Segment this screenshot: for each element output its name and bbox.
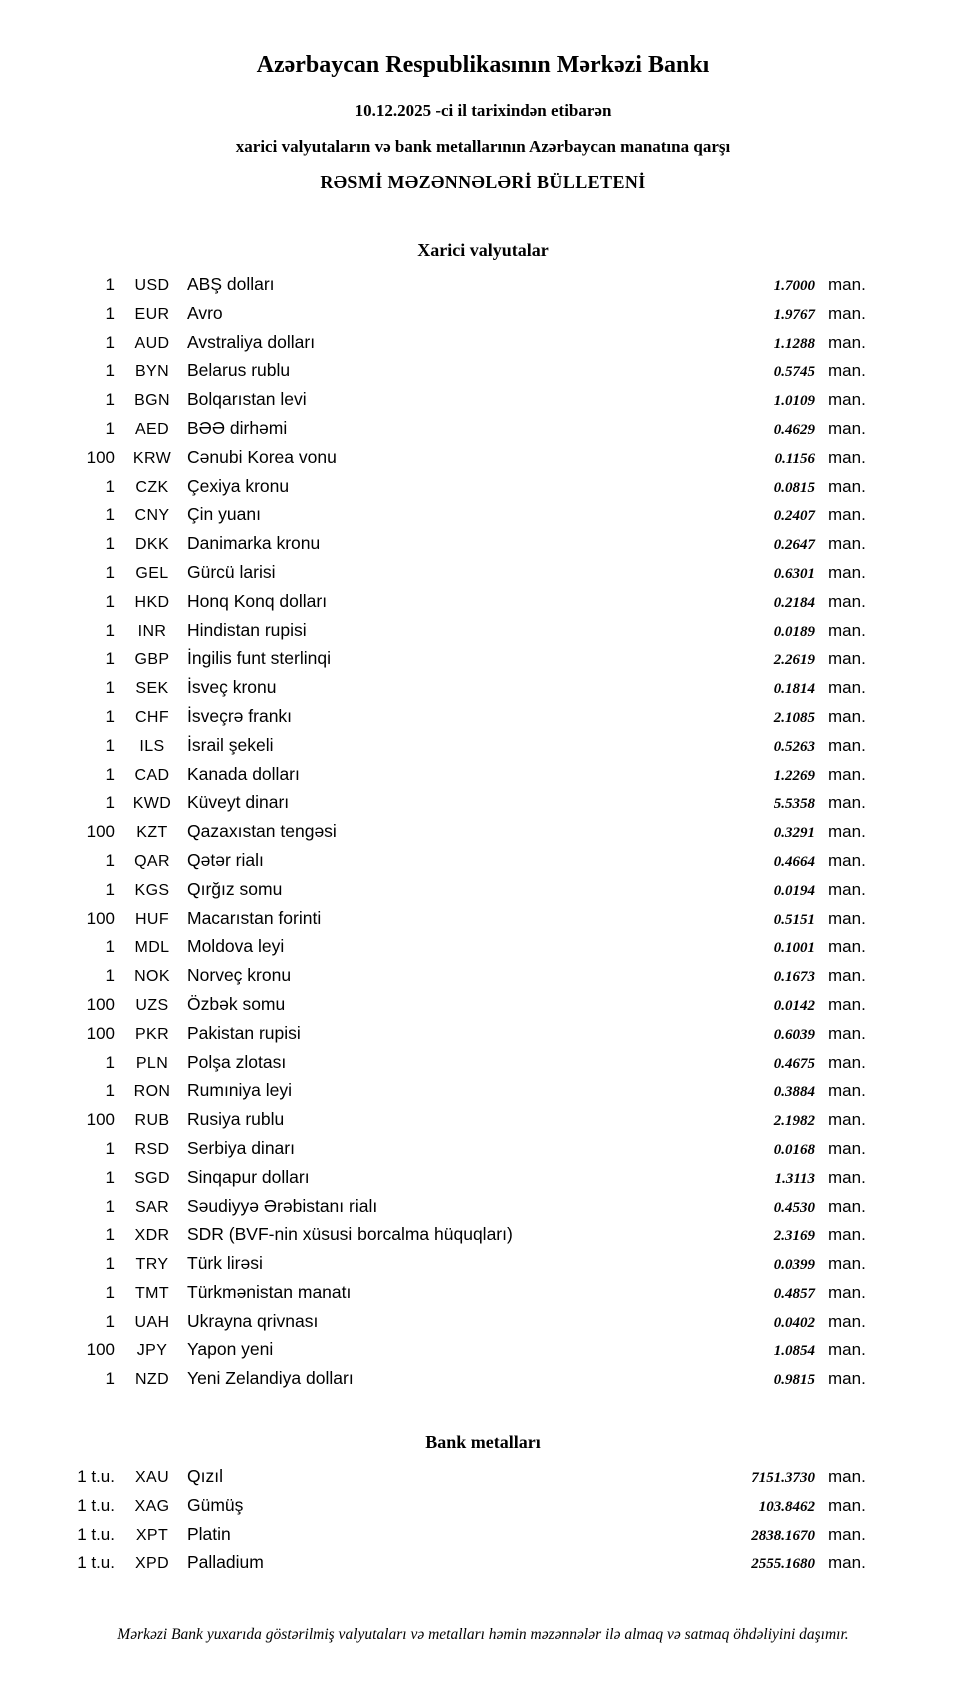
currency-row xyxy=(40,444,876,473)
currency-rate: 1.0854 xyxy=(773,1343,815,1360)
currency-rate: 1.1288 xyxy=(773,335,815,352)
currency-name: Çin yuanı xyxy=(187,504,261,525)
currency-rate: 0.4857 xyxy=(773,1285,815,1302)
currency-rate: 2.2619 xyxy=(773,652,815,669)
currency-name: Cənubi Korea vonu xyxy=(187,446,337,467)
currency-name: Rusiya rublu xyxy=(187,1109,285,1130)
currency-name: Avstraliya dolları xyxy=(187,331,316,352)
currency-quantity: 1 xyxy=(105,332,115,352)
metal-code: XPT xyxy=(135,1526,169,1544)
currency-code: CHF xyxy=(134,708,170,726)
currency-row xyxy=(40,962,876,991)
currency-unit: man. xyxy=(828,591,866,611)
currency-rate: 0.1156 xyxy=(774,450,815,467)
effective-date-line: 10.12.2025 -ci il tarixindən etibarən xyxy=(354,101,612,120)
currency-quantity: 1 xyxy=(105,678,115,698)
currency-row xyxy=(40,703,876,732)
currency-quantity: 1 xyxy=(105,1225,115,1245)
metal-row xyxy=(40,1492,876,1521)
currency-quantity: 1 xyxy=(105,591,115,611)
currency-quantity: 1 xyxy=(105,966,115,986)
currency-unit: man. xyxy=(828,735,866,755)
currency-rate: 0.2407 xyxy=(773,508,815,525)
currency-quantity: 100 xyxy=(86,447,115,467)
metal-name: Gümüş xyxy=(187,1494,244,1515)
currency-row xyxy=(40,1250,876,1279)
currency-quantity: 100 xyxy=(86,1023,115,1043)
bulletin-subtitle: xarici valyutaların və bank metallarının Azərbaycan manatına qarşı xyxy=(235,137,731,156)
currency-code: PKR xyxy=(134,1025,170,1043)
metal-code: XAG xyxy=(134,1497,170,1515)
currency-quantity: 1 xyxy=(105,505,115,525)
currency-unit: man. xyxy=(828,505,866,525)
currency-row xyxy=(40,761,876,790)
currency-row xyxy=(40,1279,876,1308)
currency-name: Qırğız somu xyxy=(187,878,283,899)
currency-name: Gürcü larisi xyxy=(187,561,276,582)
currency-quantity: 100 xyxy=(86,994,115,1014)
currency-name: Səudiyyə Ərəbistanı rialı xyxy=(187,1195,378,1216)
currency-row xyxy=(40,1106,876,1135)
bulletin-title: RƏSMİ MƏZƏNNƏLƏRİ BÜLLETENİ xyxy=(320,172,646,192)
currency-row xyxy=(40,271,876,300)
currency-name: BƏƏ dirhəmi xyxy=(187,417,288,438)
metal-name: Platin xyxy=(187,1523,231,1544)
currency-code: AUD xyxy=(134,334,170,352)
currency-unit: man. xyxy=(828,678,866,698)
currency-rate: 0.4675 xyxy=(773,1055,815,1072)
currency-name: İngilis funt sterlinqi xyxy=(187,648,331,669)
currency-code: BGN xyxy=(134,392,170,410)
currency-unit: man. xyxy=(828,390,866,410)
currency-code: AED xyxy=(134,420,170,438)
currency-unit: man. xyxy=(828,1081,866,1101)
currency-rate: 0.0142 xyxy=(773,997,815,1014)
metals-section-title: Bank metalları xyxy=(425,1432,541,1453)
currency-name: Avro xyxy=(187,302,223,323)
currency-unit: man. xyxy=(828,764,866,784)
currency-quantity: 1 xyxy=(105,390,115,410)
disclaimer-text: Mərkəzi Bank yuxarıda göstərilmiş valyutaları və metalları həmin məzənnələr ilə almaq və satmaq öhdəliyini daşımır. xyxy=(117,1626,849,1644)
currency-name: Küveyt dinarı xyxy=(187,792,290,813)
currency-code: UAH xyxy=(134,1313,170,1331)
currency-quantity: 100 xyxy=(86,1340,115,1360)
currency-code: KZT xyxy=(136,824,168,842)
currency-code: RON xyxy=(133,1083,171,1101)
currency-rate: 0.4664 xyxy=(773,853,815,870)
metal-rate-table xyxy=(0,1463,966,1578)
currency-row xyxy=(40,674,876,703)
currency-row xyxy=(40,905,876,934)
metal-unit: man. xyxy=(828,1524,866,1544)
currency-unit: man. xyxy=(828,1167,866,1187)
currency-code: CZK xyxy=(135,478,169,496)
currency-unit: man. xyxy=(828,476,866,496)
currency-unit: man. xyxy=(828,937,866,957)
currency-rate: 0.5263 xyxy=(773,738,815,755)
currency-unit: man. xyxy=(828,793,866,813)
currency-rate: 0.6039 xyxy=(773,1026,815,1043)
currency-row xyxy=(40,847,876,876)
currency-unit: man. xyxy=(828,1369,866,1389)
currency-code: XDR xyxy=(134,1227,170,1245)
currencies-section-title: Xarici valyutalar xyxy=(417,240,549,260)
currency-row xyxy=(40,1135,876,1164)
currency-name: Yapon yeni xyxy=(187,1339,274,1360)
currency-code: BYN xyxy=(134,363,170,381)
currency-row xyxy=(40,1077,876,1106)
currency-rate: 0.0815 xyxy=(773,479,815,496)
currency-name: Danimarka kronu xyxy=(187,533,321,554)
currency-code: CAD xyxy=(134,766,170,784)
metal-quantity: 1 t.u. xyxy=(77,1495,115,1515)
metal-row xyxy=(40,1463,876,1492)
currency-quantity: 1 xyxy=(105,879,115,899)
currency-name: Macarıstan forinti xyxy=(187,907,322,928)
currency-code: KGS xyxy=(134,881,170,899)
currency-rate: 0.5745 xyxy=(773,364,815,381)
currency-row xyxy=(40,991,876,1020)
currency-row xyxy=(40,645,876,674)
bank-metals-section xyxy=(0,1432,966,1578)
currency-unit: man. xyxy=(828,966,866,986)
currency-name: Belarus rublu xyxy=(187,360,291,381)
currency-rate: 2.1982 xyxy=(773,1113,815,1130)
currency-unit: man. xyxy=(828,994,866,1014)
currency-row xyxy=(40,501,876,530)
metal-code: XPD xyxy=(134,1555,170,1573)
currency-rate: 0.4530 xyxy=(773,1199,815,1216)
currency-row xyxy=(40,933,876,962)
currency-row xyxy=(40,300,876,329)
currency-row xyxy=(40,357,876,386)
currency-code: HKD xyxy=(134,593,170,611)
currency-rate: 1.3113 xyxy=(774,1170,815,1187)
currency-code: INR xyxy=(137,622,167,640)
currency-code: TRY xyxy=(135,1256,169,1274)
currency-quantity: 1 xyxy=(105,1254,115,1274)
currency-code: SGD xyxy=(134,1169,170,1187)
currency-name: Moldova leyi xyxy=(187,936,285,957)
metal-row xyxy=(40,1521,876,1550)
currency-quantity: 1 xyxy=(105,303,115,323)
currency-unit: man. xyxy=(828,1340,866,1360)
currency-unit: man. xyxy=(828,1023,866,1043)
currency-unit: man. xyxy=(828,908,866,928)
currency-quantity: 1 xyxy=(105,534,115,554)
currency-quantity: 1 xyxy=(105,764,115,784)
currency-unit: man. xyxy=(828,562,866,582)
currency-quantity: 1 xyxy=(105,793,115,813)
currency-name: Sinqapur dolları xyxy=(187,1166,310,1187)
currency-unit: man. xyxy=(828,1225,866,1245)
currency-quantity: 1 xyxy=(105,850,115,870)
currency-quantity: 1 xyxy=(105,361,115,381)
currency-rate: 0.3291 xyxy=(773,825,815,842)
currency-name: Kanada dolları xyxy=(187,763,300,784)
currency-code: KWD xyxy=(132,795,172,813)
metal-code: XAU xyxy=(134,1469,170,1487)
currency-quantity: 1 xyxy=(105,1081,115,1101)
currency-code: TMT xyxy=(134,1284,170,1302)
currency-code: QAR xyxy=(134,852,170,870)
currency-row xyxy=(40,329,876,358)
currency-rate: 1.2269 xyxy=(773,767,815,784)
currency-code: EUR xyxy=(134,305,170,323)
currency-code: RUB xyxy=(134,1112,170,1130)
currency-name: Norveç kronu xyxy=(187,965,292,986)
currency-name: Honq Konq dolları xyxy=(187,590,328,611)
currency-rate: 1.0109 xyxy=(773,393,815,410)
currency-rate: 0.0194 xyxy=(773,882,815,899)
currency-row xyxy=(40,1365,876,1394)
currency-code: PLN xyxy=(135,1054,169,1072)
metal-name: Qızıl xyxy=(187,1466,223,1487)
currency-unit: man. xyxy=(828,706,866,726)
currency-row xyxy=(40,1164,876,1193)
currency-unit: man. xyxy=(828,1282,866,1302)
currency-quantity: 1 xyxy=(105,562,115,582)
currency-code: SAR xyxy=(134,1198,170,1216)
currency-code: DKK xyxy=(134,536,170,554)
currency-name: Yeni Zelandiya dolları xyxy=(187,1368,354,1389)
currency-unit: man. xyxy=(828,303,866,323)
currency-rate: 0.6301 xyxy=(773,565,815,582)
currency-name: Qazaxıstan tengəsi xyxy=(187,821,337,842)
currency-rate: 0.9815 xyxy=(773,1372,815,1389)
currency-code: UZS xyxy=(135,996,169,1014)
currency-name: İsveçrə frankı xyxy=(187,705,293,726)
currency-unit: man. xyxy=(828,879,866,899)
currency-name: Polşa zlotası xyxy=(187,1051,287,1072)
metal-unit: man. xyxy=(828,1467,866,1487)
currency-quantity: 1 xyxy=(105,418,115,438)
foreign-currencies-section xyxy=(0,240,966,1394)
currency-rate: 0.0399 xyxy=(773,1257,815,1274)
currency-row xyxy=(40,617,876,646)
currency-row xyxy=(40,530,876,559)
currency-name: Rumıniya leyi xyxy=(187,1080,293,1101)
currency-quantity: 1 xyxy=(105,1369,115,1389)
currency-quantity: 1 xyxy=(105,476,115,496)
currency-rate: 1.9767 xyxy=(773,306,815,323)
metal-quantity: 1 t.u. xyxy=(77,1524,115,1544)
currency-quantity: 1 xyxy=(105,706,115,726)
currency-row xyxy=(40,415,876,444)
currency-unit: man. xyxy=(828,1138,866,1158)
currency-quantity: 1 xyxy=(105,1052,115,1072)
currency-rate: 0.1673 xyxy=(773,969,815,986)
metal-rate: 2838.1670 xyxy=(751,1527,815,1544)
currency-rate: 0.3884 xyxy=(773,1084,815,1101)
currency-row xyxy=(40,1049,876,1078)
currency-code: JPY xyxy=(136,1342,168,1360)
currency-row xyxy=(40,473,876,502)
currency-unit: man. xyxy=(828,649,866,669)
currency-unit: man. xyxy=(828,850,866,870)
currency-rate: 0.1001 xyxy=(773,940,815,957)
currency-code: GEL xyxy=(135,564,169,582)
currency-code: MDL xyxy=(134,939,170,957)
currency-code: CNY xyxy=(134,507,170,525)
currency-unit: man. xyxy=(828,447,866,467)
currency-row xyxy=(40,1193,876,1222)
currency-unit: man. xyxy=(828,418,866,438)
currency-code: KRW xyxy=(132,449,172,467)
currency-unit: man. xyxy=(828,1254,866,1274)
currency-name: Çexiya kronu xyxy=(187,475,290,496)
currency-unit: man. xyxy=(828,361,866,381)
currency-row xyxy=(40,789,876,818)
page-title: Azərbaycan Respublikasının Mərkəzi Bankı xyxy=(256,52,710,78)
currency-row xyxy=(40,588,876,617)
currency-row xyxy=(40,559,876,588)
metal-name: Palladium xyxy=(187,1552,264,1573)
currency-row xyxy=(40,818,876,847)
currency-rate: 0.2184 xyxy=(773,594,815,611)
currency-rate-table xyxy=(0,271,966,1394)
currency-rate: 0.2647 xyxy=(773,537,815,554)
currency-rate: 0.5151 xyxy=(773,911,815,928)
currency-quantity: 1 xyxy=(105,1282,115,1302)
currency-unit: man. xyxy=(828,1052,866,1072)
currency-quantity: 1 xyxy=(105,1196,115,1216)
currency-rate: 2.3169 xyxy=(773,1228,815,1245)
currency-quantity: 100 xyxy=(86,822,115,842)
currency-code: RSD xyxy=(134,1140,170,1158)
currency-name: ABŞ dolları xyxy=(187,274,275,294)
currency-rate: 5.5358 xyxy=(773,796,815,813)
currency-row xyxy=(40,1221,876,1250)
currency-quantity: 1 xyxy=(105,735,115,755)
currency-row xyxy=(40,1336,876,1365)
currency-quantity: 1 xyxy=(105,1311,115,1331)
metal-unit: man. xyxy=(828,1495,866,1515)
metal-rate: 7151.3730 xyxy=(751,1470,815,1487)
currency-row xyxy=(40,876,876,905)
currency-unit: man. xyxy=(828,1196,866,1216)
currency-code: ILS xyxy=(139,737,165,755)
currency-rate: 2.1085 xyxy=(773,709,815,726)
currency-rate: 0.1814 xyxy=(773,681,815,698)
currency-row xyxy=(40,386,876,415)
currency-unit: man. xyxy=(828,1110,866,1130)
metal-quantity: 1 t.u. xyxy=(77,1553,115,1573)
currency-unit: man. xyxy=(828,620,866,640)
currency-name: Ukrayna qrivnası xyxy=(187,1310,319,1331)
currency-name: SDR (BVF-nin xüsusi borcalma hüquqları) xyxy=(187,1224,513,1245)
metal-rate: 2555.1680 xyxy=(751,1556,815,1573)
metal-rate: 103.8462 xyxy=(758,1498,815,1515)
currency-rate: 0.4629 xyxy=(773,421,815,438)
currency-code: NZD xyxy=(134,1371,170,1389)
currency-quantity: 100 xyxy=(86,908,115,928)
currency-name: Özbək somu xyxy=(187,993,286,1014)
currency-name: Serbiya dinarı xyxy=(187,1137,295,1158)
currency-unit: man. xyxy=(828,275,866,294)
metal-unit: man. xyxy=(828,1553,866,1573)
currency-quantity: 1 xyxy=(105,937,115,957)
currency-name: Hindistan rupisi xyxy=(187,619,307,640)
metal-row xyxy=(40,1549,876,1578)
currency-rate: 0.0168 xyxy=(773,1141,815,1158)
bulletin-header xyxy=(0,52,966,193)
currency-unit: man. xyxy=(828,1311,866,1331)
currency-name: Bolqarıstan levi xyxy=(187,389,307,410)
currency-code: SEK xyxy=(135,680,169,698)
currency-quantity: 100 xyxy=(86,1110,115,1130)
currency-name: İsveç kronu xyxy=(187,677,277,698)
currency-name: Türkmənistan manatı xyxy=(187,1281,352,1302)
currency-row xyxy=(40,1020,876,1049)
currency-row xyxy=(40,1308,876,1337)
currency-quantity: 1 xyxy=(105,1167,115,1187)
currency-row xyxy=(40,732,876,761)
currency-unit: man. xyxy=(828,332,866,352)
currency-code: HUF xyxy=(134,910,170,928)
currency-name: Türk lirəsi xyxy=(187,1253,263,1274)
currency-code: GBP xyxy=(134,651,170,669)
currency-rate: 1.7000 xyxy=(773,278,815,294)
currency-code: USD xyxy=(134,277,170,294)
currency-quantity: 1 xyxy=(105,1138,115,1158)
metal-quantity: 1 t.u. xyxy=(77,1467,115,1487)
currency-quantity: 1 xyxy=(105,620,115,640)
currency-name: Pakistan rupisi xyxy=(187,1022,301,1043)
currency-unit: man. xyxy=(828,534,866,554)
currency-name: Qətər rialı xyxy=(187,849,264,870)
currency-quantity: 1 xyxy=(105,649,115,669)
currency-rate: 0.0402 xyxy=(773,1314,815,1331)
currency-name: İsrail şekeli xyxy=(187,734,274,755)
currency-quantity: 1 xyxy=(105,275,115,294)
currency-unit: man. xyxy=(828,822,866,842)
currency-code: NOK xyxy=(134,968,170,986)
currency-rate: 0.0189 xyxy=(773,623,815,640)
